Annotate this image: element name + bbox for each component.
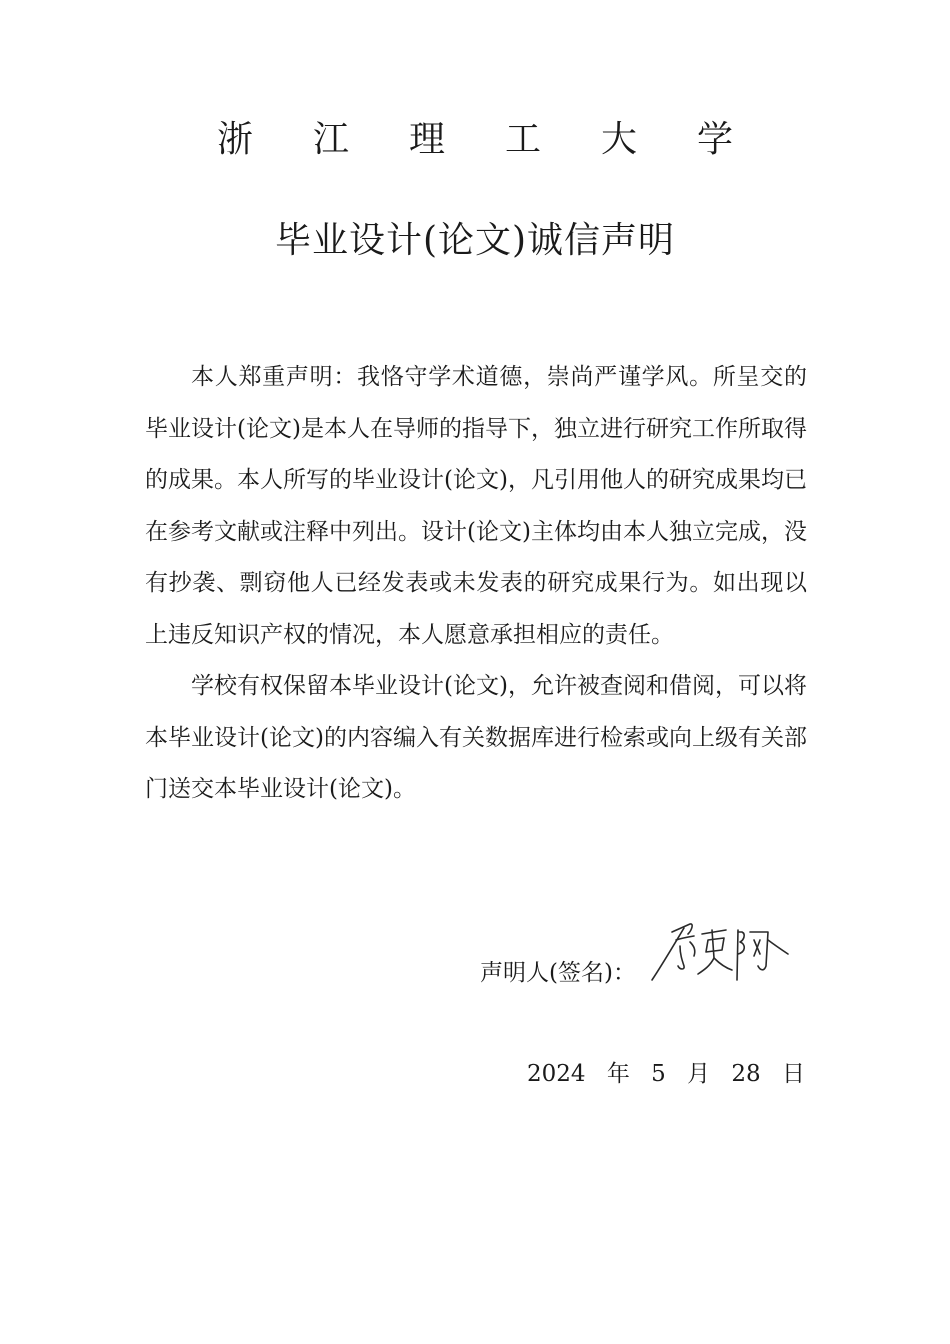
university-name <box>0 112 950 168</box>
declaration-body <box>145 352 807 816</box>
date-month: 5 <box>651 1061 666 1087</box>
university-char: 学 <box>696 119 733 160</box>
date-day-unit: 日 <box>782 1061 805 1087</box>
date-year-unit: 年 <box>606 1061 630 1087</box>
university-char: 大 <box>600 119 637 160</box>
date-year: 2024 <box>526 1061 586 1087</box>
signature-block <box>470 905 810 1005</box>
date-month-unit: 月 <box>687 1061 711 1087</box>
university-char: 工 <box>504 119 541 160</box>
university-char: 理 <box>408 119 445 160</box>
declaration-date <box>521 1052 805 1096</box>
date-day: 28 <box>731 1061 761 1087</box>
university-char: 江 <box>312 119 349 160</box>
signature-label: 声明人(签名)： <box>480 960 636 986</box>
university-char: 浙 <box>216 119 253 160</box>
declaration-paragraph-2: 学校有权保留本毕业设计(论文)，允许被查阅和借阅，可以将本毕业设计(论文)的内容编入有关数据库进行检索或向上级有关部门送交本毕业设计(论文)。 <box>145 673 807 802</box>
document-title: 毕业设计(论文)诚信声明 <box>274 220 676 261</box>
handwritten-signature <box>650 910 790 990</box>
declaration-paragraph-1: 本人郑重声明：我恪守学术道德，崇尚严谨学风。所呈交的毕业设计(论文)是本人在导师的指导下，独立进行研究工作所取得的成果。本人所写的毕业设计(论文)，凡引用他人的研究成果均已在参考文献或注释中列出。设计(论文)主体均由本人独立完成，没有抄袭、剽窃他人已经发表或未发表的研究成果行为。如出现以上违反知识产权的情况，本人愿意承担相应的责任。 <box>145 364 807 648</box>
